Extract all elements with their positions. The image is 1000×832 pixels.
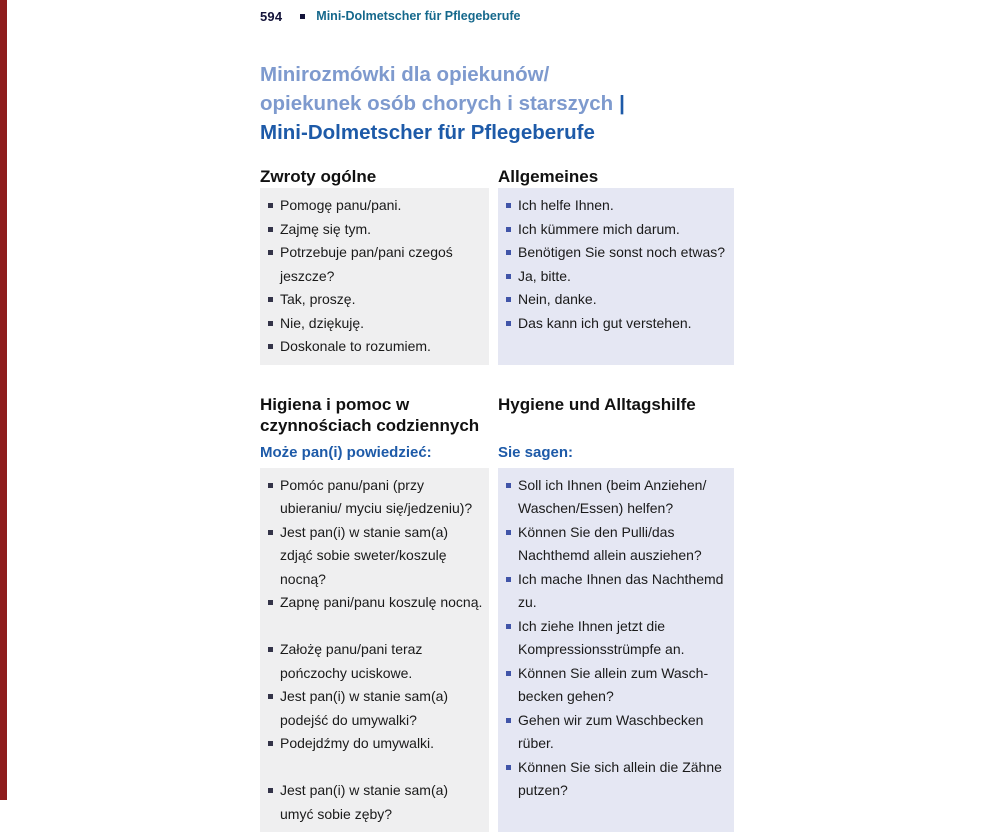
section-hygiene [260,394,734,832]
square-bullet-icon [506,274,511,279]
phrase-text: Zapnę pani/panu koszulę nocną. [280,591,483,615]
phrase-item [506,662,728,709]
phrase-text: Jest pan(i) w stanie sam(a) podejść do umywalki? [280,685,483,732]
phrase-text: Pomóc panu/pani (przy ubieraniu/ myciu się/jedzeniu)? [280,474,483,521]
square-bullet-icon [268,788,273,793]
phrase-item [268,312,483,336]
phrase-text: Podejdźmy do umywalki. [280,732,483,756]
chapter-title [260,60,734,147]
phrase-item [506,709,728,756]
phrase-item [506,194,728,218]
chapter-title-polish-line1: Minirozmówki dla opiekunów/ [260,63,549,86]
phrase-text: Jest pan(i) w stanie sam(a) zdjąć sobie sweter/koszulę nocną? [280,521,483,592]
page-header [260,8,734,24]
phrase-item [268,685,483,732]
phrase-item [268,194,483,218]
running-title: Mini-Dolmetscher für Pflegeberufe [316,9,520,23]
section2-header-german: Hygiene und Alltagshilfe [498,394,734,415]
phrase-text: Jest pan(i) w stanie sam(a) umyć sobie zęby? [280,779,483,826]
chapter-title-polish-line2: opiekunek osób chorych i starszych [260,92,613,115]
phrase-text: Ich mache Ihnen das Nachthemd zu. [518,568,728,615]
phrase-text: Gehen wir zum Waschbecken rüber. [518,709,728,756]
phrase-item [506,756,728,803]
section1-header-polish: Zwroty ogólne [260,166,489,187]
phrase-item [268,732,483,756]
square-bullet-icon [506,483,511,488]
phrase-item [268,521,483,592]
title-separator: | [613,92,625,115]
square-bullet-icon [268,344,273,349]
phrase-text: Das kann ich gut verstehen. [518,312,728,336]
header-square-icon [300,14,305,19]
square-bullet-icon [506,321,511,326]
square-bullet-icon [506,297,511,302]
phrase-item [506,568,728,615]
phrase-text: Potrzebuje pan/pani czegoś jeszcze? [280,241,483,288]
section2-subheader-polish: Może pan(i) powiedzieć: [260,444,489,461]
phrase-item [506,265,728,289]
phrase-list-german-general [498,188,734,365]
phrase-text: Ich ziehe Ihnen jetzt die Kompressionsstrümpfe an. [518,615,728,662]
phrase-item [506,312,728,336]
phrase-text: Können Sie allein zum Wasch- becken gehen? [518,662,728,709]
phrase-item [268,218,483,242]
square-bullet-icon [506,718,511,723]
phrase-item [268,591,483,615]
phrase-text: Ich kümmere mich darum. [518,218,728,242]
square-bullet-icon [268,694,273,699]
phrase-text: Doskonale to rozumiem. [280,335,483,359]
phrase-item [506,521,728,568]
square-bullet-icon [268,600,273,605]
square-bullet-icon [506,227,511,232]
square-bullet-icon [506,530,511,535]
phrase-text: Können Sie den Pulli/das Nachthemd allein ausziehen? [518,521,728,568]
phrase-list-german-hygiene [498,468,734,832]
phrase-text: Benötigen Sie sonst noch etwas? [518,241,728,265]
square-bullet-icon [268,321,273,326]
square-bullet-icon [506,765,511,770]
section-general-phrases [260,166,734,365]
phrase-list-polish-general [260,188,489,365]
phrase-item [268,241,483,288]
phrase-text: Soll ich Ihnen (beim Anziehen/ Waschen/Essen) helfen? [518,474,728,521]
phrase-item [506,288,728,312]
phrase-item [506,615,728,662]
square-bullet-icon [268,741,273,746]
square-bullet-icon [268,203,273,208]
phrase-text: Nie, dziękuję. [280,312,483,336]
square-bullet-icon [268,250,273,255]
phrase-list-polish-hygiene [260,468,489,832]
phrase-text: Ich helfe Ihnen. [518,194,728,218]
book-page [260,8,734,832]
phrase-text: Tak, proszę. [280,288,483,312]
square-bullet-icon [268,530,273,535]
section2-header-polish: Higiena i pomoc w czynnościach codziennych [260,394,489,436]
chapter-title-german: Mini-Dolmetscher für Pflegeberufe [260,121,595,144]
book-spine-bar [0,0,7,800]
square-bullet-icon [506,624,511,629]
phrase-item [268,779,483,826]
square-bullet-icon [268,297,273,302]
phrase-text: Nein, danke. [518,288,728,312]
square-bullet-icon [268,647,273,652]
square-bullet-icon [268,227,273,232]
phrase-item [268,288,483,312]
phrase-item [506,474,728,521]
phrase-text: Zajmę się tym. [280,218,483,242]
square-bullet-icon [506,250,511,255]
section1-header-german: Allgemeines [498,166,734,187]
square-bullet-icon [506,203,511,208]
phrase-text: Pomogę panu/pani. [280,194,483,218]
phrase-text: Ja, bitte. [518,265,728,289]
section2-subheader-german: Sie sagen: [498,444,734,461]
page-number: 594 [260,9,282,24]
square-bullet-icon [506,577,511,582]
phrase-text: Können Sie sich allein die Zähne putzen? [518,756,728,803]
phrase-item [506,241,728,265]
phrase-item [506,218,728,242]
phrase-item [268,638,483,685]
square-bullet-icon [268,483,273,488]
phrase-text: Założę panu/pani teraz pończochy uciskowe. [280,638,483,685]
phrase-item [268,474,483,521]
phrase-item [268,335,483,359]
square-bullet-icon [506,671,511,676]
